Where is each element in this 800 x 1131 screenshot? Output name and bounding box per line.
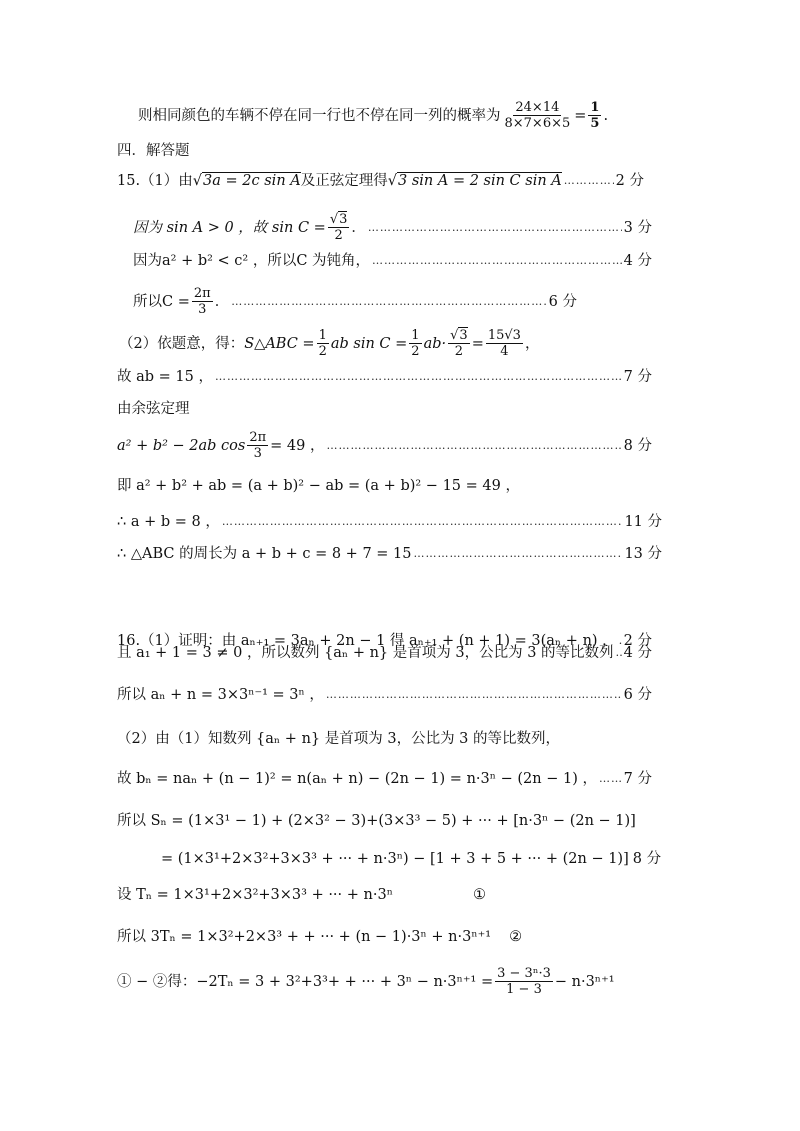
score: 3 分	[623, 219, 652, 236]
q15-line-7: 由余弦定理	[117, 401, 190, 417]
leader-dots	[222, 513, 623, 531]
q16-line-6: 所以 Sₙ = (1×3¹ − 1) + (2×3² − 3)+(3×3³ − 5) + ··· + [n·3ⁿ − (2n − 1)]	[117, 813, 636, 829]
q15-line-9: 即 a² + b² + ab = (a + b)² − ab = (a + b)² − 15 = 49 ，	[117, 478, 520, 494]
leader-dots	[327, 437, 622, 455]
score: 2 分	[615, 173, 644, 189]
section-heading: 四．解答题	[117, 143, 190, 159]
leader-dots	[564, 172, 614, 190]
score: 2 分	[623, 633, 652, 649]
probability-line: 则相同颜色的车辆不停在同一行也不停在同一列的概率为 $\frac{24\times 14}{8\times 7\times 6\times 5}$ = $\frac{1}{5}$ .	[138, 100, 609, 131]
leader-dots	[372, 252, 622, 270]
q15-line-3: 因为a² + b² < c² ，所以C 为钝角， ………………………………………………………………………………………………………………………………………………………………………………………… 4 分	[133, 252, 652, 270]
score: 7 分	[623, 369, 652, 385]
score: 8 分	[623, 437, 652, 454]
q15-line-4: 所以C = $\frac{2\pi}{3}$ ． ………………………………………………………………………………………………………………………………………………………………………………………… 6 分	[133, 286, 577, 317]
score: 6 分	[548, 293, 577, 310]
score: 4 分	[623, 253, 652, 269]
q15-line-10: ∴ a + b = 8 ， ………………………………………………………………………………………………………………………………………………………………………………………… 11 分	[117, 513, 662, 531]
score: 4 分	[623, 645, 652, 661]
q15-line-6: 故 ab = 15 ， ………………………………………………………………………………………………………………………………………………………………………………………… 7 分	[117, 368, 652, 386]
q16-line-10: ① − ②得：−2Tₙ = 3 + 3²+3³+ + ··· + 3ⁿ − n·3ⁿ⁺¹ = $\frac{\text{3 − 3ⁿ·3}}{1 - 3}$ − n·3ⁿ⁺¹	[117, 966, 615, 997]
q15-line-11: ∴ △ABC 的周长为 a + b + c = 8 + 7 = 15 ………………………………………………………………………………………………………………………………………………………………………………………… 13 分	[117, 545, 662, 563]
score: 11 分	[624, 514, 662, 530]
q15-line-8: a² + b² − 2ab cos $\frac{2\pi}{3}$ = 49 ， ………………………………………………………………………………………………………………………………………………………………………………………… 8 分	[117, 430, 652, 461]
q16-line-2: 且 a₁ + 1 = 3 ≠ 0 ，所以数列 {aₙ + n} 是首项为 3，公比为 3 的等比数列 ………………………………………………………………………………………………………………………………………………………………………………………… 4 分	[117, 644, 652, 662]
leader-dots	[413, 545, 622, 563]
score: 8 分	[632, 851, 662, 867]
leader-dots	[616, 644, 622, 662]
leader-dots	[326, 686, 622, 704]
q15-line-5: （2）依题意，得： S△ABC = $\frac{1}{2}$ ab sin C = $\frac{1}{2}$ ab· $\frac{√3}{2}$ = $\frac{15√3}{4}$ ，	[119, 328, 540, 359]
leader-dots	[368, 219, 622, 237]
q16-line-5: 故 bₙ = naₙ + (n − 1)² = n(aₙ + n) − (2n − 1) = n·3ⁿ − (2n − 1) ， ………………………………………………………………………………………………………………………………………………………………………………………… 7 分	[117, 770, 652, 788]
q16-line-9: 所以 3Tₙ = 1×3²+2×3³ + + ··· + (n − 1)·3ⁿ + n·3ⁿ⁺¹ ②	[117, 929, 523, 945]
q16-line-7: = (1×3¹+2×3²+3×3³ + ··· + n·3ⁿ) − [1 + 3 + 5 + ··· + (2n − 1)] 8 分	[161, 851, 662, 867]
q16-line-1: 16.（1）证明：由 aₙ₊₁ = 3aₙ + 2n − 1 得 aₙ₊₁ + (n + 1) = 3(aₙ + n) ， ………………………………………………………………………………………………………………………………………………………………………………………… 2 分	[117, 632, 652, 650]
leader-dots	[599, 770, 622, 788]
q16-line-4: （2）由（1）知数列 {aₙ + n} 是首项为 3，公比为 3 的等比数列，	[117, 731, 561, 747]
score: 13 分	[624, 546, 662, 562]
score: 7 分	[623, 771, 652, 787]
q15-line-1: 15.（1）由 √3a = 2c sin A 及正弦定理得 √3 sin A = 2 sin C sin A ………………………………………………………………………………………………………………………………………………………………………………………… 2 分	[117, 172, 644, 190]
q16-line-8: 设 Tₙ = 1×3¹+2×3²+3×3³ + ··· + n·3ⁿ ①	[117, 887, 486, 903]
probability-fraction: $\frac{24\times 14}{8\times 7\times 6\times 5}$	[504, 100, 571, 131]
leader-dots	[231, 293, 546, 311]
q15-line-2: 因为 sin A > 0 ，故 sin C = $\frac{√3}{2}$ ． ………………………………………………………………………………………………………………………………………………………………………………………… 3 分	[133, 212, 652, 243]
q16-line-3: 所以 aₙ + n = 3×3ⁿ⁻¹ = 3ⁿ ， ………………………………………………………………………………………………………………………………………………………………………………………… 6 分	[117, 686, 652, 704]
probability-answer: $\frac{1}{5}$	[590, 100, 600, 131]
score: 6 分	[623, 687, 652, 703]
leader-dots	[215, 368, 622, 386]
probability-text: 则相同颜色的车辆不停在同一行也不停在同一列的概率为	[138, 107, 501, 124]
